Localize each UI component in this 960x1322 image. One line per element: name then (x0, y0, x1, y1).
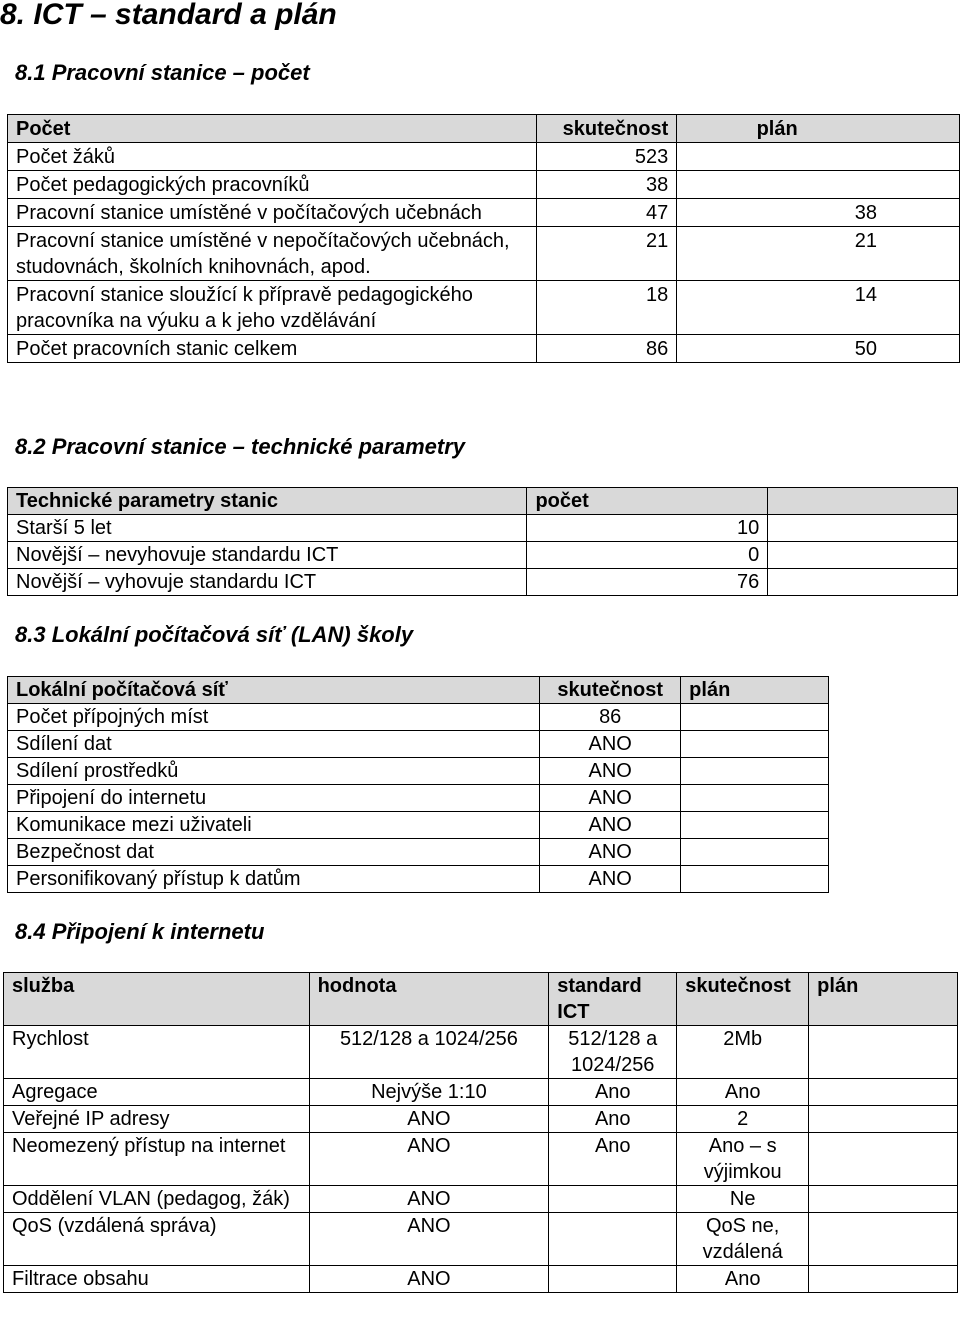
actual-value: ANO (540, 812, 681, 839)
count-value: 76 (527, 569, 768, 596)
plan-value (681, 758, 829, 785)
row-label: Novější – nevyhovuje standardu ICT (8, 542, 527, 569)
row-label: Pracovní stanice umístěné v počítačových učebnách (8, 199, 537, 227)
empty-cell (768, 515, 958, 542)
plan-value: 14 (677, 281, 960, 335)
service-label: Neomezený přístup na internet (4, 1133, 310, 1186)
table-row (8, 227, 960, 281)
row-label: Bezpečnost dat (8, 839, 540, 866)
table-row (4, 1106, 958, 1133)
table-row (4, 1186, 958, 1213)
empty-cell (768, 542, 958, 569)
row-label: Počet pracovních stanic celkem (8, 335, 537, 363)
table-row (8, 866, 829, 893)
actual-value: ANO (540, 785, 681, 812)
table-row (4, 1133, 958, 1186)
workstations-count-table (7, 114, 960, 363)
table-row (8, 143, 960, 171)
table-row (8, 515, 958, 542)
actual-value: ANO (540, 731, 681, 758)
row-label: Sdílení prostředků (8, 758, 540, 785)
plan-value (681, 866, 829, 893)
header-cell: Technické parametry stanic (8, 488, 527, 515)
count-value: 0 (527, 542, 768, 569)
plan-cell (809, 1079, 958, 1106)
row-label: Počet přípojných míst (8, 704, 540, 731)
plan-cell (809, 1213, 958, 1266)
service-label: Veřejné IP adresy (4, 1106, 310, 1133)
header-cell (768, 488, 958, 515)
value-cell: ANO (309, 1213, 549, 1266)
actual-cell: 2Mb (677, 1026, 809, 1079)
row-label: Komunikace mezi uživateli (8, 812, 540, 839)
service-label: Agregace (4, 1079, 310, 1106)
table-row (8, 812, 829, 839)
service-label: Filtrace obsahu (4, 1266, 310, 1293)
table-row (4, 1266, 958, 1293)
value-cell: ANO (309, 1133, 549, 1186)
plan-value (681, 812, 829, 839)
table-row (8, 758, 829, 785)
plan-cell (809, 1026, 958, 1079)
standard-cell: Ano (549, 1133, 677, 1186)
value-cell: ANO (309, 1266, 549, 1293)
row-label: Novější – vyhovuje standardu ICT (8, 569, 527, 596)
header-cell: Lokální počítačová síť (8, 677, 540, 704)
table-row (4, 1213, 958, 1266)
table-header-row (8, 115, 960, 143)
header-cell: plán (677, 115, 960, 143)
standard-cell: 512/128 a 1024/256 (549, 1026, 677, 1079)
header-cell: plán (681, 677, 829, 704)
header-cell: počet (527, 488, 768, 515)
standard-cell (549, 1186, 677, 1213)
header-cell: standard ICT (549, 973, 677, 1026)
empty-cell (768, 569, 958, 596)
count-value: 10 (527, 515, 768, 542)
actual-value: ANO (540, 758, 681, 785)
page-title: 8. ICT – standard a plán (0, 0, 337, 31)
actual-cell: Ne (677, 1186, 809, 1213)
header-cell: hodnota (309, 973, 549, 1026)
table-row (4, 1079, 958, 1106)
row-label: Starší 5 let (8, 515, 527, 542)
plan-value (677, 171, 960, 199)
standard-cell (549, 1213, 677, 1266)
header-cell: plán (809, 973, 958, 1026)
row-label: Personifikovaný přístup k datům (8, 866, 540, 893)
section-heading-internet: 8.4 Připojení k internetu (15, 919, 265, 944)
header-cell: skutečnost (540, 677, 681, 704)
table-header-row (4, 973, 958, 1026)
plan-value (677, 143, 960, 171)
value-cell: 512/128 a 1024/256 (309, 1026, 549, 1079)
table-row (8, 199, 960, 227)
service-label: Oddělení VLAN (pedagog, žák) (4, 1186, 310, 1213)
plan-value (681, 785, 829, 812)
actual-value: 86 (540, 704, 681, 731)
row-label: Sdílení dat (8, 731, 540, 758)
section-heading-technical-parameters: 8.2 Pracovní stanice – technické parametry (15, 434, 466, 459)
standard-cell: Ano (549, 1079, 677, 1106)
actual-value: 86 (537, 335, 677, 363)
table-row (8, 171, 960, 199)
value-cell: ANO (309, 1186, 549, 1213)
service-label: Rychlost (4, 1026, 310, 1079)
actual-cell: Ano (677, 1266, 809, 1293)
table-row (8, 569, 958, 596)
table-row (8, 281, 960, 335)
plan-value (681, 731, 829, 758)
actual-cell: 2 (677, 1106, 809, 1133)
plan-cell (809, 1186, 958, 1213)
header-cell: skutečnost (537, 115, 677, 143)
table-row (8, 731, 829, 758)
service-label: QoS (vzdálená správa) (4, 1213, 310, 1266)
row-label: Pracovní stanice sloužící k přípravě pedagogického pracovníka na výuku a k jeho vzdělávání (8, 281, 537, 335)
table-row (8, 335, 960, 363)
plan-value (681, 704, 829, 731)
plan-value: 50 (677, 335, 960, 363)
standard-cell (549, 1266, 677, 1293)
row-label: Pracovní stanice umístěné v nepočítačových učebnách, studovnách, školních knihovnách, apod. (8, 227, 537, 281)
actual-value: 21 (537, 227, 677, 281)
plan-value: 38 (677, 199, 960, 227)
plan-cell (809, 1266, 958, 1293)
actual-value: 523 (537, 143, 677, 171)
plan-value: 21 (677, 227, 960, 281)
table-row (8, 839, 829, 866)
row-label: Počet pedagogických pracovníků (8, 171, 537, 199)
table-row (8, 542, 958, 569)
header-cell: služba (4, 973, 310, 1026)
actual-cell: Ano (677, 1079, 809, 1106)
actual-value: 47 (537, 199, 677, 227)
standard-cell: Ano (549, 1106, 677, 1133)
actual-cell: Ano – s výjimkou (677, 1133, 809, 1186)
section-heading-lan: 8.3 Lokální počítačová síť (LAN) školy (15, 622, 414, 647)
value-cell: Nejvýše 1:10 (309, 1079, 549, 1106)
section-heading-workstations-count: 8.1 Pracovní stanice – počet (15, 60, 310, 85)
table-row (8, 785, 829, 812)
plan-value (681, 839, 829, 866)
value-cell: ANO (309, 1106, 549, 1133)
actual-value: 18 (537, 281, 677, 335)
header-cell: Počet (8, 115, 537, 143)
table-row (8, 704, 829, 731)
actual-value: ANO (540, 866, 681, 893)
row-label: Připojení do internetu (8, 785, 540, 812)
actual-value: 38 (537, 171, 677, 199)
table-header-row (8, 677, 829, 704)
plan-cell (809, 1106, 958, 1133)
header-cell: skutečnost (677, 973, 809, 1026)
lan-table (7, 676, 829, 893)
actual-cell: QoS ne, vzdálená (677, 1213, 809, 1266)
technical-parameters-table (7, 487, 958, 596)
plan-cell (809, 1133, 958, 1186)
actual-value: ANO (540, 839, 681, 866)
internet-table (3, 972, 958, 1293)
row-label: Počet žáků (8, 143, 537, 171)
table-header-row (8, 488, 958, 515)
table-row (4, 1026, 958, 1079)
